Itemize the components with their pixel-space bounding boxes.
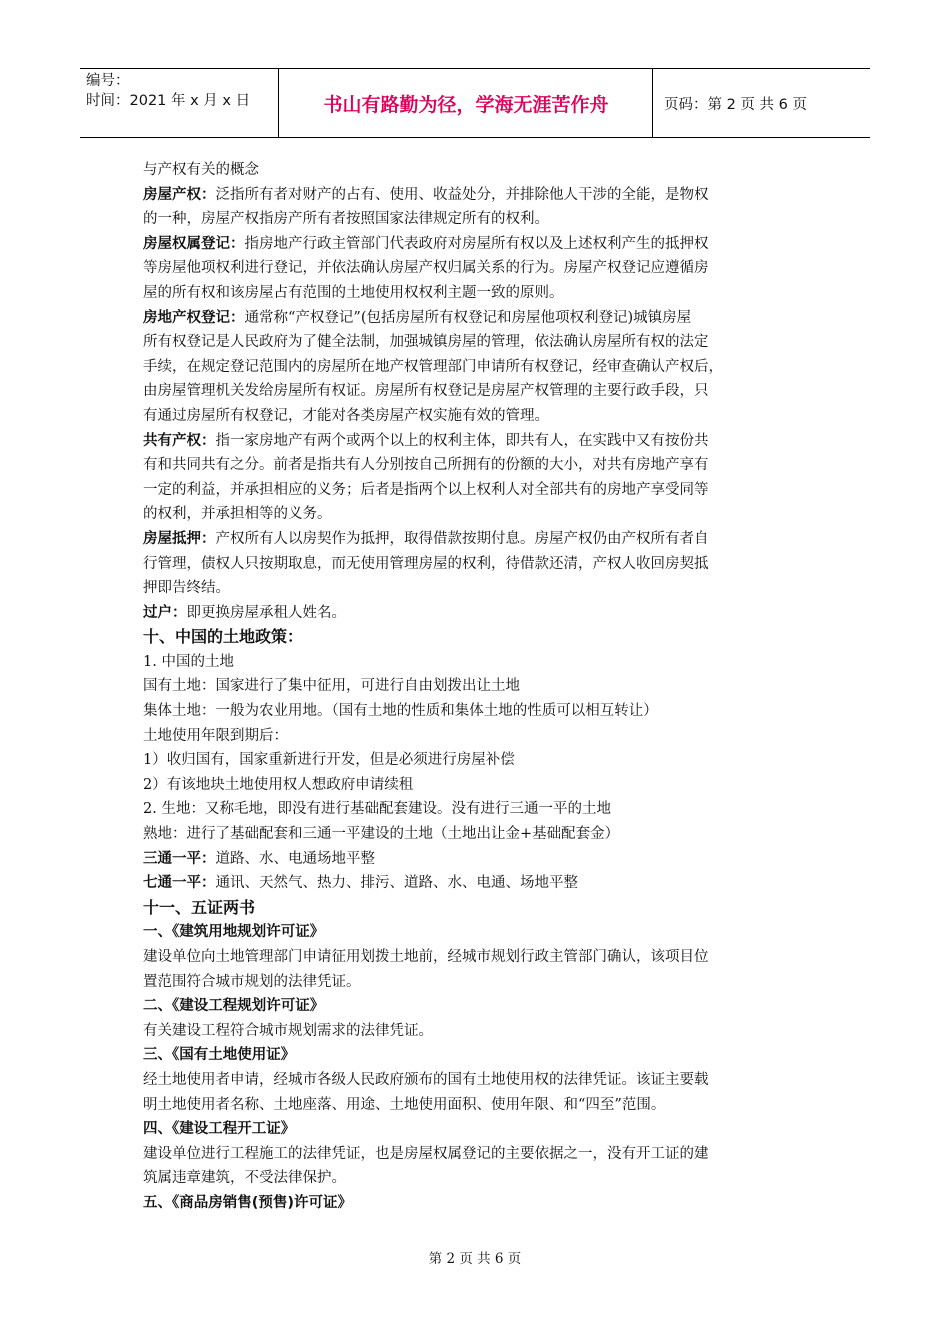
paragraph-co-ownership [143, 429, 813, 454]
text-line: 建设单位进行工程施工的法律凭证，也是房屋权属登记的主要依据之一，没有开工证的建 [143, 1145, 709, 1162]
text-line: 由房屋管理机关发给房屋所有权证。房屋所有权登记是房屋产权管理的主要行政手段，只 [143, 383, 709, 400]
term-label: 房屋权属登记： [143, 235, 245, 252]
text-line: 行管理，债权人只按期取息，而无使用管理房屋的权利，待借款还清，产权人收回房契抵 [143, 555, 709, 572]
term-label: 三通一平： [143, 850, 216, 867]
header-motto: 书山有路勤为径，学海无涯苦作舟 [280, 69, 653, 137]
header-page-label: 页码：第 2 页 共 6 页 [664, 96, 807, 113]
paragraph-real-estate-registration [143, 306, 813, 331]
text-line: 明土地使用者名称、土地座落、用途、土地使用面积、使用年限、和“四至”范围。 [143, 1096, 666, 1113]
text-line: 产权所有人以房契作为抵押，取得借款按期付息。房屋产权仍由产权所有者自 [215, 530, 709, 547]
header-meta [80, 69, 279, 137]
text-line: 1. 中国的土地 [143, 653, 234, 670]
text-line: 2）有该地块土地使用权人想政府申请续租 [143, 776, 414, 793]
text-line: 有通过房屋所有权登记，才能对各类房屋产权实施有效的管理。 [143, 407, 549, 424]
paragraph-property-rights [143, 183, 813, 208]
term-label: 过户： [143, 604, 187, 621]
paragraph-three-connections [143, 847, 813, 872]
text-line: 一定的利益，并承担相应的义务；后者是指两个以上权利人对全部共有的房地产享受同等 [143, 481, 709, 498]
text-line: 的权利，并承担相等的义务。 [143, 506, 332, 523]
text-line: 即更换房屋承租人姓名。 [186, 604, 346, 621]
text-line: 泛指所有者对财产的占有、使用、收益处分，并排除他人干涉的全能，是物权 [215, 186, 709, 203]
text-line: 有关建设工程符合城市规划需求的法律凭证。 [143, 1022, 433, 1039]
text-line: 通讯、天然气、热力、排污、道路、水、电通、场地平整 [215, 875, 578, 892]
text-line: 的一种，房屋产权指房产所有者按照国家法律规定所有的权利。 [143, 211, 549, 228]
text-line: 熟地：进行了基础配套和三通一平建设的土地（土地出让金+基础配套金） [143, 826, 620, 843]
text-line: 指一家房地产有两个或两个以上的权利主体，即共有人，在实践中又有按份共 [215, 432, 709, 449]
text-line: 1）收归国有，国家重新进行开发，但是必须进行房屋补偿 [143, 752, 515, 769]
text-line: 有和共同共有之分。前者是指共有人分别按自己所拥有的份额的大小，对共有房地产享有 [143, 457, 709, 474]
text-line: 所有权登记是人民政府为了健全法制，加强城镇房屋的管理，依法确认房屋所有权的法定 [143, 334, 709, 351]
header-table [80, 68, 870, 138]
text-line: 经土地使用者申请，经城市各级人民政府颁布的国有土地使用权的法律凭证。该证主要载 [143, 1071, 709, 1088]
text-line: 筑属违章建筑，不受法律保护。 [143, 1170, 346, 1187]
text-line: 手续，在规定登记范围内的房屋所在地产权管理部门申请所有权登记，经审查确认产权后， [143, 358, 723, 375]
text-line: 2. 生地：又称毛地，即没有进行基础配套建设。没有进行三通一平的土地 [143, 801, 611, 818]
paragraph-transfer [143, 601, 813, 626]
text-line: 国有土地：国家进行了集中征用，可进行自由划拨出让土地 [143, 678, 520, 695]
paragraph-ownership-registration [143, 232, 813, 257]
section-heading-certificates: 十一、五证两书 [143, 897, 256, 917]
text-line: 置范围符合城市规划的法律凭证。 [143, 973, 361, 990]
term-label: 房屋抵押： [143, 530, 216, 547]
page-footer: 第 2 页 共 6 页 [428, 1251, 522, 1267]
paragraph-mortgage [143, 527, 813, 552]
subheading: 三、《国有土地使用证》 [143, 1047, 296, 1064]
text-line: 道路、水、电通场地平整 [215, 850, 375, 867]
subheading: 一、《建筑用地规划许可证》 [143, 924, 325, 941]
text-line: 建设单位向土地管理部门申请征用划拨土地前，经城市规划行政主管部门确认，该项目位 [143, 949, 709, 965]
term-label: 共有产权： [143, 432, 216, 449]
document-body [143, 158, 813, 1216]
text-line: 屋的所有权和该房屋占有范围的土地使用权权利主题一致的原则。 [143, 284, 564, 301]
section-heading-land-policy: 十、中国的土地政策： [143, 627, 304, 647]
paragraph-seven-connections [143, 871, 813, 896]
subheading: 二、《建设工程规划许可证》 [143, 998, 325, 1015]
text-line: 押即告终结。 [143, 580, 230, 597]
term-label: 七通一平： [143, 875, 216, 892]
text-line: 指房地产行政主管部门代表政府对房屋所有权以及上述权利产生的抵押权 [244, 235, 709, 252]
text-line: 通常称“产权登记”(包括房屋所有权登记和房屋他项权利登记)城镇房屋 [244, 309, 692, 326]
subheading: 四、《建设工程开工证》 [143, 1121, 296, 1138]
number-label: 编号： [86, 73, 130, 89]
time-label: 时间：2021 年 x 月 x 日 [86, 93, 251, 109]
text-line: 等房屋他项权利进行登记，并依法确认房屋产权归属关系的行为。房屋产权登记应遵循房 [143, 260, 709, 277]
text-line: 与产权有关的概念 [143, 162, 259, 178]
text-line: 土地使用年限到期后： [143, 727, 288, 744]
term-label: 房屋产权： [143, 186, 216, 203]
text-line: 集体土地：一般为农业用地。（国有土地的性质和集体土地的性质可以相互转让） [143, 703, 658, 720]
subheading: 五、《商品房销售(预售)许可证》 [143, 1194, 353, 1211]
term-label: 房地产权登记： [143, 309, 245, 326]
